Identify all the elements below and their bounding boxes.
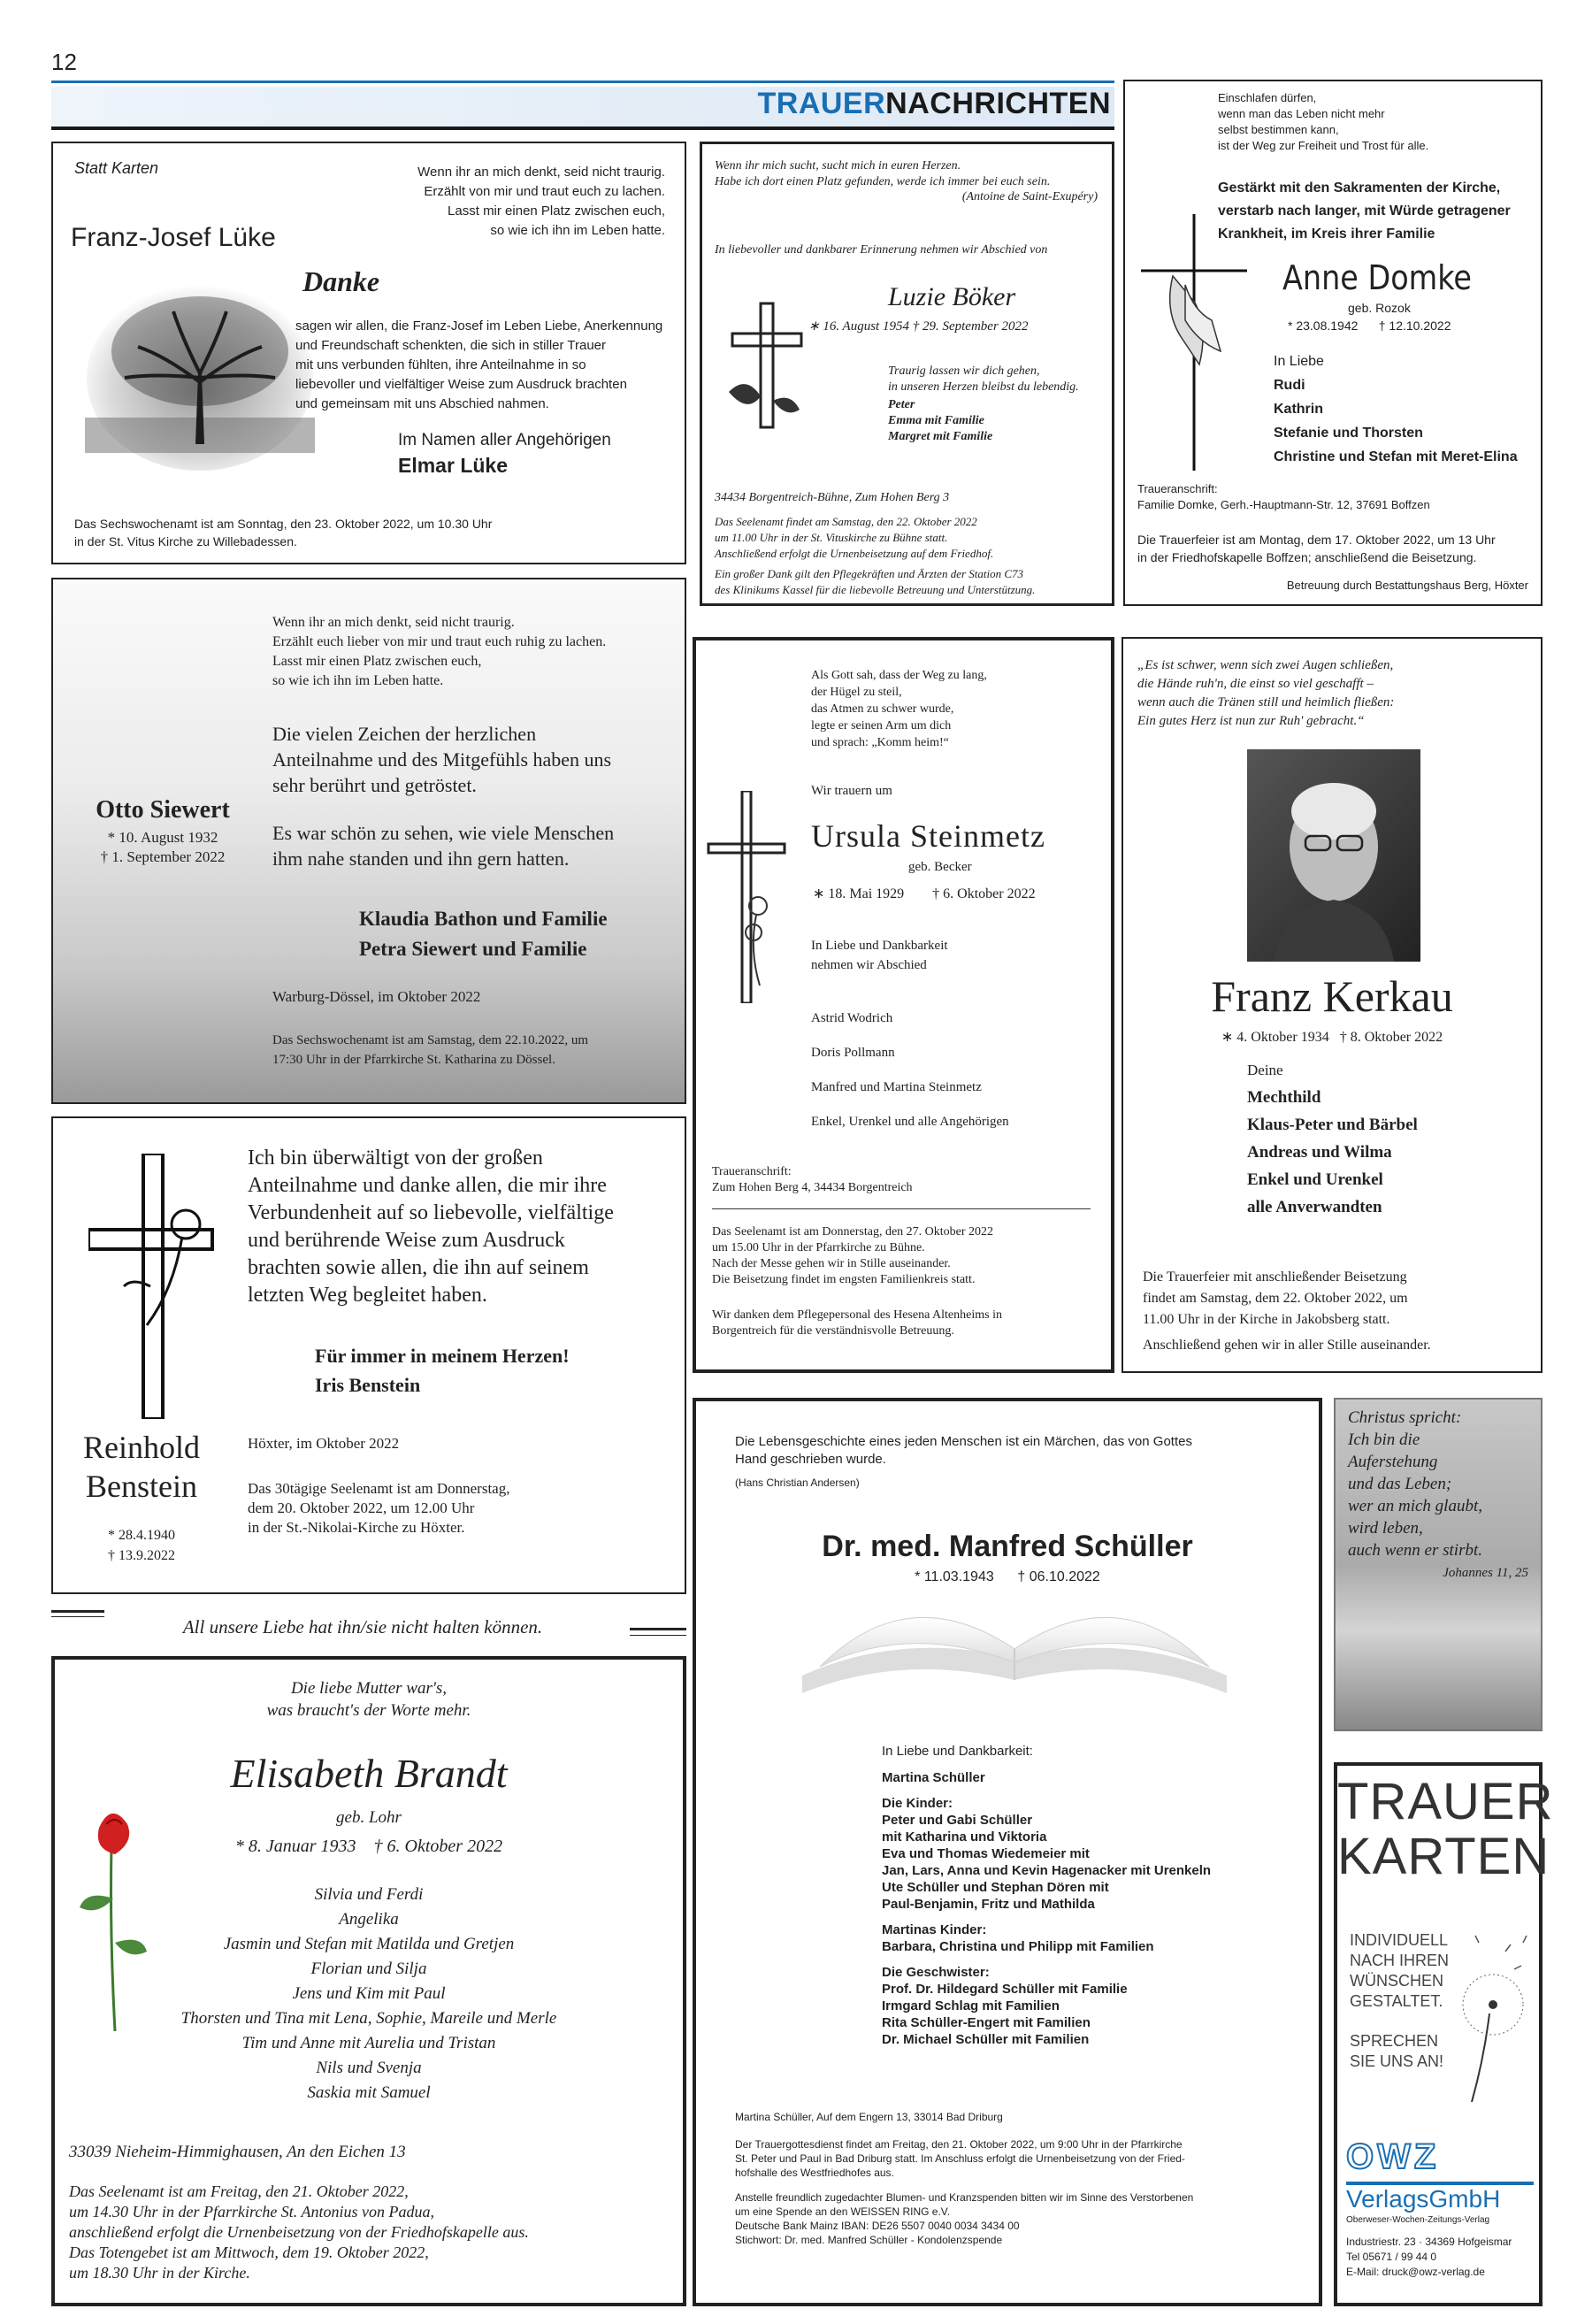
family-member: mit Katharina und Viktoria [882, 1829, 1047, 1845]
family-member: Manfred und Martina Steinmetz [811, 1080, 982, 1094]
notice-luke [51, 142, 686, 564]
family-member: Kathrin [1274, 402, 1323, 417]
family-member: Klaus-Peter und Bärbel [1247, 1116, 1418, 1134]
on-behalf: Im Namen aller Angehörigen [398, 431, 611, 449]
cross-icon [720, 295, 817, 436]
family-member: Jan, Lars, Anna und Kevin Hagenacker mit Urenkeln [882, 1863, 1212, 1878]
family-member: Rita Schüller-Engert mit Familien [882, 2015, 1091, 2030]
deceased-first-name: Reinhold [83, 1430, 200, 1465]
family-member: Enkel, Urenkel und alle Angehörigen [811, 1115, 1009, 1129]
service-info-2: Anschließend gehen wir in aller Stille auseinander. [1143, 1338, 1431, 1353]
ad-cta [1350, 2031, 1443, 2072]
quote: Die Lebensgeschichte eines jeden Menschen ist ein Märchen, das von Gottes Hand geschrieben wurde. [735, 1434, 1192, 1467]
maiden-name: geb. Lohr [336, 1808, 402, 1827]
family-member: Astrid Wodrich [811, 1011, 893, 1025]
place-date: Warburg-Dössel, im Oktober 2022 [272, 988, 481, 1005]
notice-siewert [51, 578, 686, 1104]
verse-line: Ich bin die [1348, 1430, 1420, 1449]
family-member: Florian und Silja [310, 1960, 427, 1978]
family-member: Paul-Benjamin, Fritz und Mathilda [882, 1897, 1095, 1912]
contact-line: Tel 05671 / 99 44 0 [1346, 2251, 1437, 2263]
group-title: Die Geschwister: [882, 1965, 990, 1980]
maiden-name: geb. Rozok [1348, 301, 1411, 315]
poem: Wenn ihr an mich denkt, seid nicht traurig. Erzählt von mir und traut euch zu lachen. Lasst mir einen Platz zwischen euch, so wie ich ihn im Leben hatte. [417, 165, 665, 238]
group-title: Die Kinder: [882, 1796, 953, 1811]
deceased-name [53, 1428, 230, 1506]
family-list [888, 397, 992, 445]
family-list [1274, 349, 1518, 469]
family-member: Jens und Kim mit Paul [292, 1984, 446, 2003]
intro: Wir trauern um [811, 784, 892, 798]
family-member: Dr. Michael Schüller mit Familien [882, 2032, 1090, 2047]
verse-line: wird leben, [1348, 1519, 1423, 1538]
family-list [1247, 1056, 1418, 1221]
dandelion-icon [1443, 1916, 1535, 2102]
notice-domke [1123, 80, 1543, 606]
verse-line: wer an mich glaubt, [1348, 1497, 1482, 1515]
family-list [811, 1001, 1009, 1139]
service-info: Die Trauerfeier ist am Montag, dem 17. Oktober 2022, um 13 Uhr in der Friedhofskapelle Boffzen; anschließend die Beisetzung. [1137, 533, 1496, 564]
family-member: Emma mit Familie [888, 414, 984, 427]
donation-info: Anstelle freundlich zugedachter Blumen- und Kranzspenden bitten wir im Sinne des Verstorbenen um eine Spende an den WEISSEN RING e.V. Deutsche Bank Mainz IBAN: DE26 5507 0040 0034 3434 00 Stichwort: Dr. med. Manfred Schüller - Kondolenzspende [735, 2191, 1194, 2246]
quote: „Es ist schwer, wenn sich zwei Augen schließen, die Hände ruh'n, die einst so viel geschafft – wenn auch die Tränen still und heimlich fließen: Ein gutes Herz ist nun zur Ruh' gebracht.“ [1137, 658, 1395, 728]
address: 33039 Nieheim-Himmighausen, An den Eichen 13 [69, 2143, 406, 2161]
quote: Wenn ihr mich sucht, sucht mich in euren Herzen. Habe ich dort einen Platz gefunden, werde ich immer bei euch sein. [715, 159, 1051, 188]
tree-image [85, 267, 315, 471]
family-member: Deine [1247, 1062, 1283, 1078]
owz-logo [1346, 2137, 1439, 2177]
notice-kerkau [1122, 637, 1543, 1373]
life-dates: ∗ 18. Mai 1929 † 6. Oktober 2022 [813, 886, 1036, 901]
ad-title [1337, 1773, 1554, 1885]
ad-text [1350, 1930, 1449, 2012]
family-member: Margret mit Familie [888, 430, 993, 443]
verse-line: auch wenn er stirbt. [1348, 1541, 1482, 1560]
address: Traueranschrift: Familie Domke, Gerh.-Hauptmann-Str. 12, 37691 Boffzen [1137, 482, 1430, 511]
family-member: Ute Schüller und Stephan Dören mit [882, 1880, 1109, 1895]
quote-author: (Antoine de Saint-Exupéry) [961, 190, 1098, 203]
ad-title-line: TRAUER [1337, 1773, 1554, 1830]
place-date: Höxter, im Oktober 2022 [248, 1435, 400, 1452]
life-dates [53, 1525, 230, 1566]
family-member: Silvia und Ferdi [314, 1885, 424, 1904]
ad-title-line: KARTEN [1337, 1828, 1550, 1885]
family-member: Mechthild [1247, 1088, 1321, 1107]
deceased-name: Elisabeth Brandt [230, 1751, 508, 1796]
family-member: In Liebe [1274, 354, 1324, 369]
deceased-name: Luzie Böker [888, 282, 1016, 311]
company-name: VerlagsGmbH [1346, 2185, 1501, 2213]
verse-line: Auferstehung [1348, 1453, 1438, 1471]
address: Martina Schüller, Auf dem Engern 13, 33014 Bad Driburg [735, 2111, 1003, 2123]
maiden-name: geb. Becker [908, 860, 972, 874]
verse-reference: Johannes 11, 25 [1443, 1566, 1528, 1580]
family-member: Saskia mit Samuel [307, 2083, 431, 2102]
family-member: Thorsten und Tina mit Lena, Sophie, Mareile und Merle [180, 2009, 557, 2028]
signer: Elmar Lüke [398, 454, 508, 477]
ad-trauerkarten [1334, 1762, 1554, 2306]
christus-quote-box [1334, 1398, 1543, 1731]
family-member: Tim und Anne mit Aurelia und Tristan [241, 2034, 496, 2052]
deceased-name: Anne Domke [1282, 258, 1473, 297]
portrait-photo [1247, 749, 1420, 962]
family-member: Peter [888, 398, 915, 411]
contact-line: Industriestr. 23 · 34369 Hofgeismar [1346, 2236, 1512, 2248]
service-info: Das Seelenamt findet am Samstag, den 22. Oktober 2022 um 11.00 Uhr in der St. Vituskirche zu Bühne statt. Anschließend erfolgt die Urnenbeisetzung auf dem Friedhof. [715, 515, 994, 560]
life-dates: * 8. Januar 1933 † 6. Oktober 2022 [234, 1837, 503, 1856]
separator-right-rule [630, 1628, 686, 1630]
lead-text: Gestärkt mit den Sakramenten der Kirche, verstarb nach langer, mit Würde getragener Krankheit, im Kreis ihrer Familie [1218, 180, 1511, 242]
signer: Petra Siewert und Familie [359, 938, 587, 960]
header-rule-bottom [51, 127, 1114, 130]
service-info: Der Trauergottesdienst findet am Freitag, den 21. Oktober 2022, um 9:00 Uhr in der Pfarrkirche St. Peter und Paul in Bad Driburg statt. Im Anschluss erfolgt die Urnenbeisetzung von der Fried- hofshalle des Westfriedhofes aus. [735, 2138, 1185, 2179]
quote-author: (Hans Christian Andersen) [735, 1476, 860, 1489]
verse: Traurig lassen wir dich gehen, in unseren Herzen bleibst du lebendig. [888, 364, 1079, 394]
separator-right-rule-2 [630, 1635, 686, 1636]
contact-line: E-Mail: druck@owz-verlag.de [1346, 2266, 1485, 2278]
deceased-name: Franz Kerkau [1211, 971, 1453, 1021]
notice-brandt [51, 1656, 686, 2306]
life-dates: ∗ 4. Oktober 1934 † 8. Oktober 2022 [1221, 1030, 1443, 1045]
notice-steinmetz [693, 637, 1114, 1373]
notice-boker [700, 142, 1114, 606]
notice-benstein [51, 1116, 686, 1594]
life-dates: * 23.08.1942 † 12.10.2022 [1288, 318, 1451, 333]
cross-rose-icon [88, 1154, 221, 1419]
intro: In Liebe und Dankbarkeit: [882, 1744, 1033, 1759]
poem: Wenn ihr an mich denkt, seid nicht traurig. Erzählt euch lieber von mir und traut euch ruhig zu lachen. Lasst mir einen Platz zwischen euch, so wie ich ihn im Leben hatte. [272, 615, 607, 688]
page-number: 12 [51, 49, 77, 75]
page-title: TRAUERNACHRICHTEN [757, 87, 1111, 120]
family-member: Christine und Stefan mit Meret-Elina [1274, 449, 1518, 464]
header-rule-top [51, 81, 1114, 83]
deceased-name: Franz-Josef Lüke [71, 223, 276, 252]
family-member: Enkel und Urenkel [1247, 1170, 1383, 1189]
company-sub: Oberweser-Wochen-Zeitungs-Verlag [1346, 2215, 1490, 2225]
family-member: Doris Pollmann [811, 1046, 895, 1060]
service-info: Das Seelenamt ist am Donnerstag, den 27. Oktober 2022 um 15.00 Uhr in der Pfarrkirche zu Bühne. Nach der Messe gehen wir in Stille auseinander. Die Beisetzung findet im engsten Familienkreis statt. [712, 1225, 994, 1286]
undertaker: Betreuung durch Bestattungshaus Berg, Höxter [1286, 579, 1528, 592]
poem: Einschlafen dürfen, wenn man das Leben nicht mehr selbst bestimmen kann, ist der Weg zur Freiheit und Trost für alle. [1218, 91, 1429, 152]
cross-rose-icon [705, 791, 793, 1003]
ad-line: GESTALTET. [1350, 1992, 1443, 2010]
thanks-text: Ich bin überwältigt von der großen Anteilnahme und danke allen, die mir ihre Verbundenheit auf so liebevolle, vielfältige und berührende Weise zum Ausdruck brachten sowie allen, die ihn auf seinem letzten Weg begleitet haben. [248, 1147, 614, 1307]
life-dates: * 11.03.1943 † 06.10.2022 [915, 1569, 1100, 1584]
family-list [55, 1883, 683, 2105]
family-member: Jasmin und Stefan mit Matilda und Gretjen [223, 1935, 515, 1953]
family-member: Stefanie und Thorsten [1274, 426, 1423, 441]
birth-date: * 10. August 1932 [107, 829, 218, 846]
contact [1346, 2235, 1512, 2280]
statt-karten: Statt Karten [74, 159, 159, 177]
death-date: † 13.9.2022 [108, 1548, 175, 1563]
ad-line: SPRECHEN [1350, 2032, 1439, 2050]
service-info: Das 30tägige Seelenamt ist am Donnerstag, dem 20. Oktober 2022, um 12.00 Uhr in der St.-Nikolai-Kirche zu Höxter. [248, 1480, 510, 1536]
family-member: Irmgard Schlag mit Familien [882, 1998, 1060, 2013]
ad-line: NACH IHREN [1350, 1952, 1450, 1969]
danke-heading: Danke [302, 265, 380, 297]
verse-line: und das Leben; [1348, 1475, 1452, 1493]
family-member: Prof. Dr. Hildegard Schüller mit Familie [882, 1982, 1128, 1997]
deceased-name: Dr. med. Manfred Schüller [822, 1530, 1193, 1563]
farewell: In Liebe und Dankbarkeit nehmen wir Abschied [811, 939, 948, 972]
thanks-text: Die vielen Zeichen der herzlichen Anteilnahme und des Mitgefühls haben uns sehr berührt und getröstet. [272, 723, 612, 796]
signers [359, 904, 608, 964]
verse: Die liebe Mutter war's, was braucht's der Worte mehr. [266, 1679, 471, 1720]
address: Traueranschrift: Zum Hohen Berg 4, 34434 Borgentreich [712, 1165, 913, 1194]
family-member: Angelika [339, 1910, 399, 1929]
thanks: Wir danken dem Pflegepersonal des Hesena Altenheims in Borgentreich für die verständnisvolle Betreuung. [712, 1308, 1002, 1338]
service-info: Das Sechswochenamt ist am Samstag, dem 22.10.2022, um 17:30 Uhr in der Pfarrkirche St. Katharina zu Dössel. [272, 1033, 589, 1067]
deceased-name: Otto Siewert [96, 796, 230, 824]
divider [712, 1208, 1091, 1209]
address: 34434 Borgentreich-Bühne, Zum Hohen Berg 3 [715, 491, 950, 504]
family-member: Nils und Svenja [316, 2059, 422, 2077]
death-date: † 1. September 2022 [100, 848, 226, 865]
thanks: Ein großer Dank gilt den Pflegekräften und Ärzten der Station C73 des Klinikums Kassel für die liebevolle Betreuung und Unterstützung. [715, 567, 1036, 596]
service-info: Das Seelenamt ist am Freitag, den 21. Oktober 2022, um 14.30 Uhr in der Pfarrkirche St. Antonius von Padua, anschließend erfolgt die Urnenbeisetzung von der Friedhofskapelle aus. Das Totengebet ist am Mittwoch, dem 19. Oktober 2022, um 18.30 Uhr in der Kirche. [69, 2182, 529, 2282]
separator-left-rule [51, 1610, 104, 1613]
verse-line: Christus spricht: [1348, 1408, 1462, 1427]
signer: Klaudia Bathon und Familie [359, 908, 608, 930]
separator-left-rule-2 [51, 1616, 104, 1617]
poem: Als Gott sah, dass der Weg zu lang, der Hügel zu steil, das Atmen zu schwer wurde, legte er seinen Arm um dich und sprach: „Komm heim!“ [811, 669, 987, 749]
service-info: Die Trauerfeier mit anschließender Beisetzung findet am Samstag, dem 22. Oktober 2022, um 11.00 Uhr in der Kirche in Jakobsberg statt. [1143, 1269, 1408, 1327]
ad-line: SIE UNS AN! [1350, 2052, 1444, 2070]
ad-line: INDIVIDUELL [1350, 1931, 1449, 1949]
heart-line: Für immer in meinem Herzen! [315, 1345, 570, 1367]
thanks-text: sagen wir allen, die Franz-Josef im Leben Liebe, Anerkennung und Freundschaft schenkten, die sich in stiller Trauer mit uns verbunden fühlten, ihre Anteilnahme in so liebevoller und vielfältiger Weise zum Ausdruck brachten und gemeinsam mit uns Abschied nahmen. [295, 318, 663, 411]
cross-hands-icon [1141, 214, 1256, 471]
intro: In liebevoller und dankbarer Erinnerung nehmen wir Abschied von [715, 243, 1048, 257]
life-dates: ∗ 16. August 1954 † 29. September 2022 [808, 319, 1029, 334]
thanks-text-2: Es war schön zu sehen, wie viele Menschen ihm nahe standen und ihn gern hatten. [272, 822, 615, 870]
group-title: Martinas Kinder: [882, 1922, 987, 1937]
deceased-last-name: Benstein [86, 1469, 197, 1504]
deceased-name: Ursula Steinmetz [811, 818, 1045, 854]
verse-lines [1348, 1407, 1482, 1561]
signer: Iris Benstein [315, 1374, 421, 1396]
family-list [882, 1769, 1211, 2048]
family-member: Eva und Thomas Wiedemeier mit [882, 1846, 1090, 1861]
group-title: Martina Schüller [882, 1770, 985, 1785]
separator-text: All unsere Liebe hat ihn/sie nicht halten können. [182, 1616, 543, 1638]
ad-line: WÜNSCHEN [1350, 1972, 1443, 1990]
family-member: alle Anverwandten [1247, 1198, 1382, 1216]
notice-schuller [693, 1398, 1322, 2306]
family-member: Peter und Gabi Schüller [882, 1813, 1033, 1828]
family-member: Rudi [1274, 378, 1305, 393]
birth-date: * 28.4.1940 [108, 1528, 175, 1543]
logo-text: OWZ [1346, 2137, 1440, 2176]
service-info: Das Sechswochenamt ist am Sonntag, den 23. Oktober 2022, um 10.30 Uhr in der St. Vitus Kirche zu Willebadessen. [74, 517, 493, 548]
family-member: Barbara, Christina und Philipp mit Familien [882, 1939, 1154, 1954]
family-member: Andreas und Wilma [1247, 1143, 1392, 1162]
